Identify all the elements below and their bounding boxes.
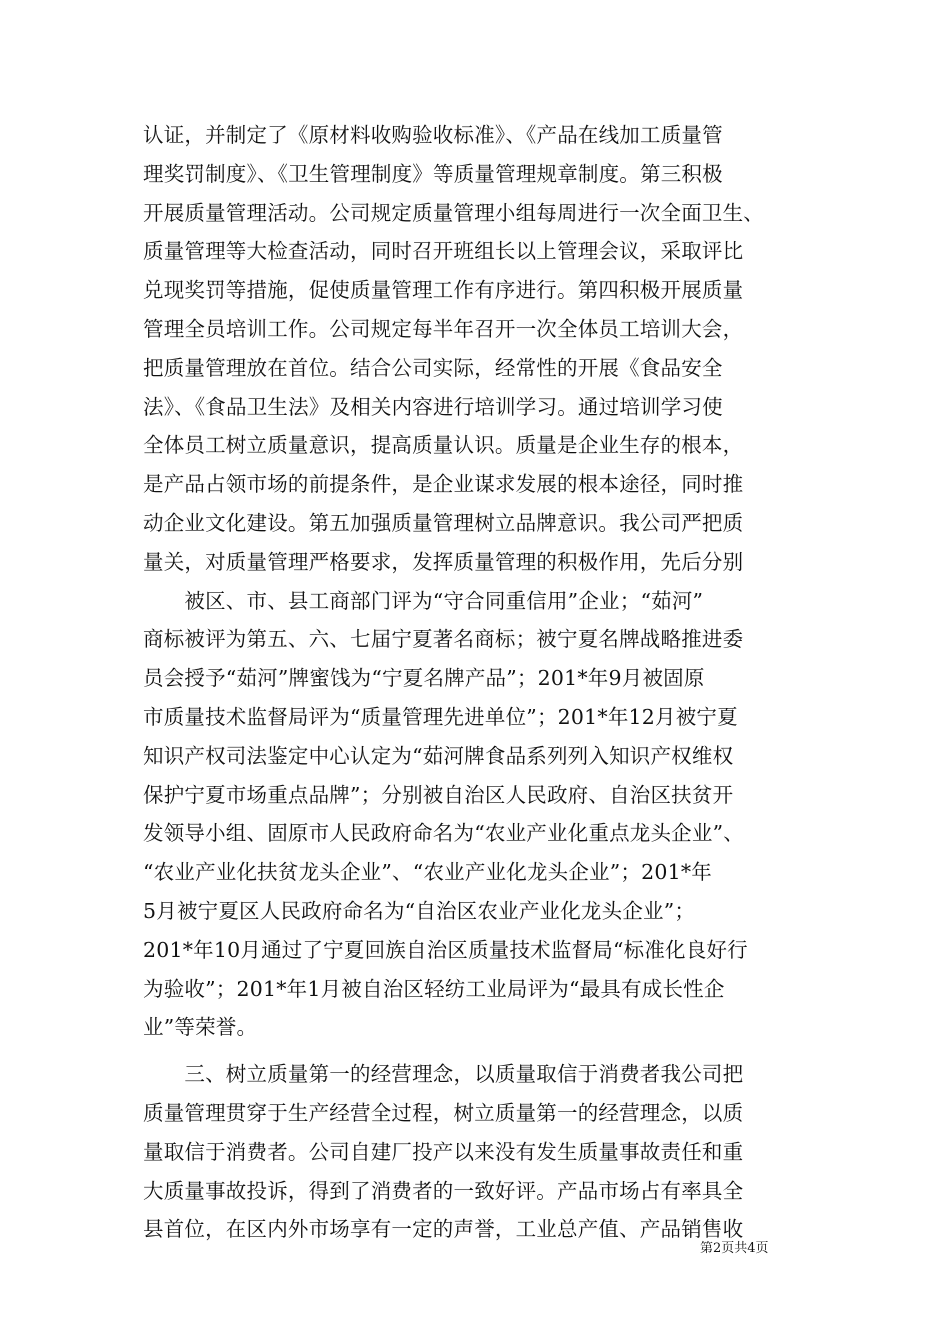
paragraph-1 [143, 116, 807, 582]
text-line: 管理全员培训工作。公司规定每半年召开一次全体员工培训大会， [143, 316, 744, 341]
text-line: 是产品占领市场的前提条件，是企业谋求发展的根本途径，同时推 [143, 472, 744, 497]
text-line: 县首位，在区内外市场享有一定的声誉，工业总产值、产品销售收 [143, 1217, 744, 1242]
text-line: 知识产权司法鉴定中心认定为“茹河牌食品系列列入知识产权维权 [143, 743, 734, 768]
text-line: 市质量技术监督局评为“质量管理先进单位”；201*年12月被宁夏 [143, 704, 738, 729]
text-line: 员会授予“茹河”牌蜜饯为“宁夏名牌产品”；201*年9月被固原 [143, 666, 705, 691]
text-line: 量取信于消费者。公司自建厂投产以来没有发生质量事故责任和重 [143, 1139, 744, 1164]
text-line: 业”等荣誉。 [143, 1015, 258, 1040]
text-line: 量关，对质量管理严格要求，发挥质量管理的积极作用，先后分别 [143, 549, 744, 574]
text-line: 保护宁夏市场重点品牌”；分别被自治区人民政府、自治区扶贫开 [143, 782, 734, 807]
page-number: 第2页共4页 [700, 1241, 769, 1256]
text-line: 动企业文化建设。第五加强质量管理树立品牌意识。我公司严把质 [143, 510, 744, 535]
text-line: 发领导小组、固原市人民政府命名为“农业产业化重点龙头企业”、 [143, 821, 744, 846]
text-line: 大质量事故投诉，得到了消费者的一致好评。产品市场占有率具全 [143, 1178, 744, 1203]
text-line: 201*年10月通过了宁夏回族自治区质量技术监督局“标准化良好行 [143, 937, 748, 962]
text-line: 为验收”；201*年1月被自治区轻纺工业局评为“最具有成长性企 [143, 976, 725, 1001]
text-line: 三、树立质量第一的经营理念，以质量取信于消费者我公司把 [143, 1062, 744, 1087]
text-line: 把质量管理放在首位。结合公司实际，经常性的开展《食品安全 [143, 355, 723, 380]
text-line: 理奖罚制度》、《卫生管理制度》等质量管理规章制度。第三积极 [143, 161, 723, 186]
text-line: 认证，并制定了《原材料收购验收标准》、《产品在线加工质量管 [143, 123, 723, 147]
document-body [143, 116, 807, 1249]
paragraph-gap [143, 1047, 807, 1055]
paragraph-3 [143, 1055, 807, 1249]
text-line: 全体员工树立质量意识，提高质量认识。质量是企业生存的根本， [143, 433, 744, 458]
text-line: 被区、市、县工商部门评为“守合同重信用”企业；“茹河” [143, 588, 704, 613]
text-line: “农业产业化扶贫龙头企业”、“农业产业化龙头企业”；201*年 [143, 860, 712, 885]
text-line: 开展质量管理活动。公司规定质量管理小组每周进行一次全面卫生、 [143, 200, 764, 225]
text-line: 5月被宁夏区人民政府命名为“自治区农业产业化龙头企业”； [143, 898, 696, 923]
text-line: 质量管理贯穿于生产经营全过程，树立质量第一的经营理念，以质 [143, 1100, 744, 1125]
text-line: 质量管理等大检查活动，同时召开班组长以上管理会议，采取评比 [143, 239, 744, 264]
paragraph-2 [143, 582, 807, 1048]
text-line: 兑现奖罚等措施，促使质量管理工作有序进行。第四积极开展质量 [143, 278, 744, 303]
text-line: 商标被评为第五、六、七届宁夏著名商标；被宁夏名牌战略推进委 [143, 627, 744, 652]
text-line: 法》、《食品卫生法》及相关内容进行培训学习。通过培训学习使 [143, 394, 723, 419]
